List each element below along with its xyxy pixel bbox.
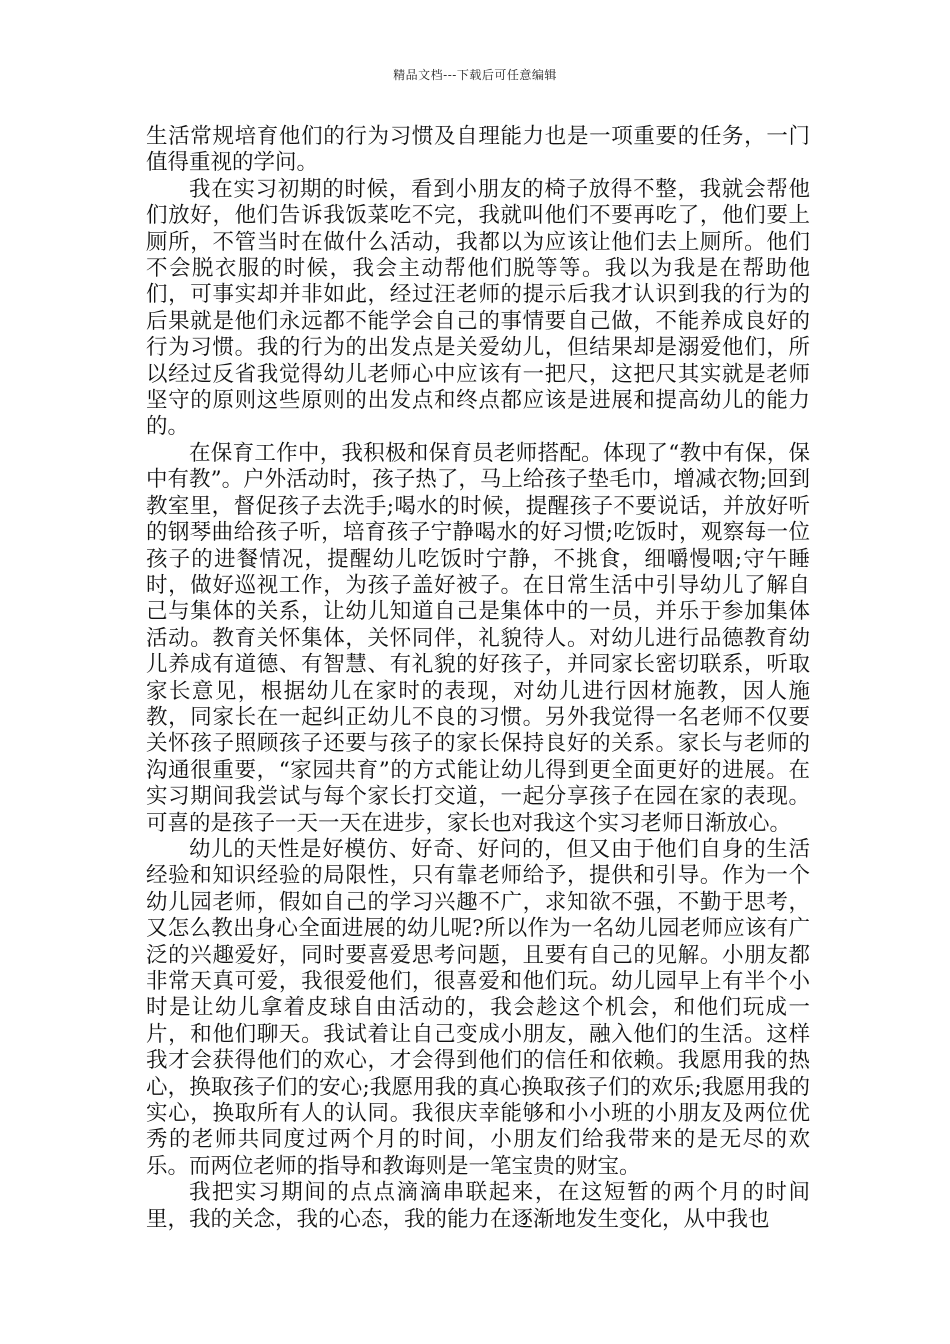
- paragraph-4: 幼儿的天性是好模仿、好奇、好问的，但又由于他们自身的生活经验和知识经验的局限性，只有靠老师给予，提供和引导。作为一个幼儿园老师，假如自己的学习兴趣不广，求知欲不强，不勤于思考，又怎么教出身心全面进展的幼儿呢?所以作为一名幼儿园老师应该有广泛的兴趣爱好，同时要喜爱思考问题，且要有自己的见解。小朋友都非常天真可爱，我很爱他们，很喜爱和他们玩。幼儿园早上有半个小时是让幼儿拿着皮球自由活动的，我会趁这个机会，和他们玩成一片，和他们聊天。我试着让自己变成小朋友，融入他们的生活。这样我才会获得他们的欢心，才会得到他们的信任和依赖。我愿用我的热心，换取孩子们的安心;我愿用我的真心换取孩子们的欢乐;我愿用我的实心，换取所有人的认同。我很庆幸能够和小小班的小朋友及两位优秀的老师共同度过两个月的时间，小朋友们给我带来的是无尽的欢乐。而两位老师的指导和教诲则是一笔宝贵的财宝。: [146, 836, 810, 1179]
- paragraph-5: 我把实习期间的点点滴滴串联起来，在这短暂的两个月的时间里，我的关念，我的心态，我的能力在逐渐地发生变化，从中我也: [146, 1180, 810, 1232]
- paragraph-3: 在保育工作中，我积极和保育员老师搭配。体现了“教中有保，保中有教”。户外活动时，孩子热了，马上给孩子垫毛巾，增减衣物;回到教室里，督促孩子去洗手;喝水的时候，提醒孩子不要说话，并放好听的钢琴曲给孩子听，培育孩子宁静喝水的好习惯;吃饭时，观察每一位孩子的进餐情况，提醒幼儿吃饭时宁静，不挑食，细嚼慢咽;守午睡时，做好巡视工作，为孩子盖好被子。在日常生活中引导幼儿了解自己与集体的关系，让幼儿知道自己是集体中的一员，并乐于参加集体活动。教育关怀集体，关怀同伴，礼貌待人。对幼儿进行品德教育幼儿养成有道德、有智慧、有礼貌的好孩子，并同家长密切联系，听取家长意见，根据幼儿在家时的表现，对幼儿进行因材施教，因人施教，同家长在一起纠正幼儿不良的习惯。另外我觉得一名老师不仅要关怀孩子照顾孩子还要与孩子的家长保持良好的关系。家长与老师的沟通很重要，“家园共育”的方式能让幼儿得到更全面更好的进展。在实习期间我尝试与每个家长打交道，一起分享孩子在园在家的表现。可喜的是孩子一天一天在进步，家长也对我这个实习老师日渐放心。: [146, 440, 810, 836]
- body-text: [146, 124, 810, 1233]
- page-header: 精品文档---下载后可任意编辑: [393, 68, 557, 82]
- paragraph-2: 我在实习初期的时候，看到小朋友的椅子放得不整，我就会帮他们放好，他们告诉我饭菜吃不完，我就叫他们不要再吃了，他们要上厕所，不管当时在做什么活动，我都以为应该让他们去上厕所。他们不会脱衣服的时候，我会主动帮他们脱等等。我以为我是在帮助他们，可事实却并非如此，经过汪老师的提示后我才认识到我的行为的后果就是他们永远都不能学会自己的事情要自己做，不能养成良好的行为习惯。我的行为的出发点是关爱幼儿，但结果却是溺爱他们，所以经过反省我觉得幼儿老师心中应该有一把尺，这把尺其实就是老师坚守的原则这些原则的出发点和终点都应该是进展和提高幼儿的能力的。: [146, 176, 810, 440]
- paragraph-1: 生活常规培育他们的行为习惯及自理能力也是一项重要的任务，一门值得重视的学问。: [146, 124, 810, 176]
